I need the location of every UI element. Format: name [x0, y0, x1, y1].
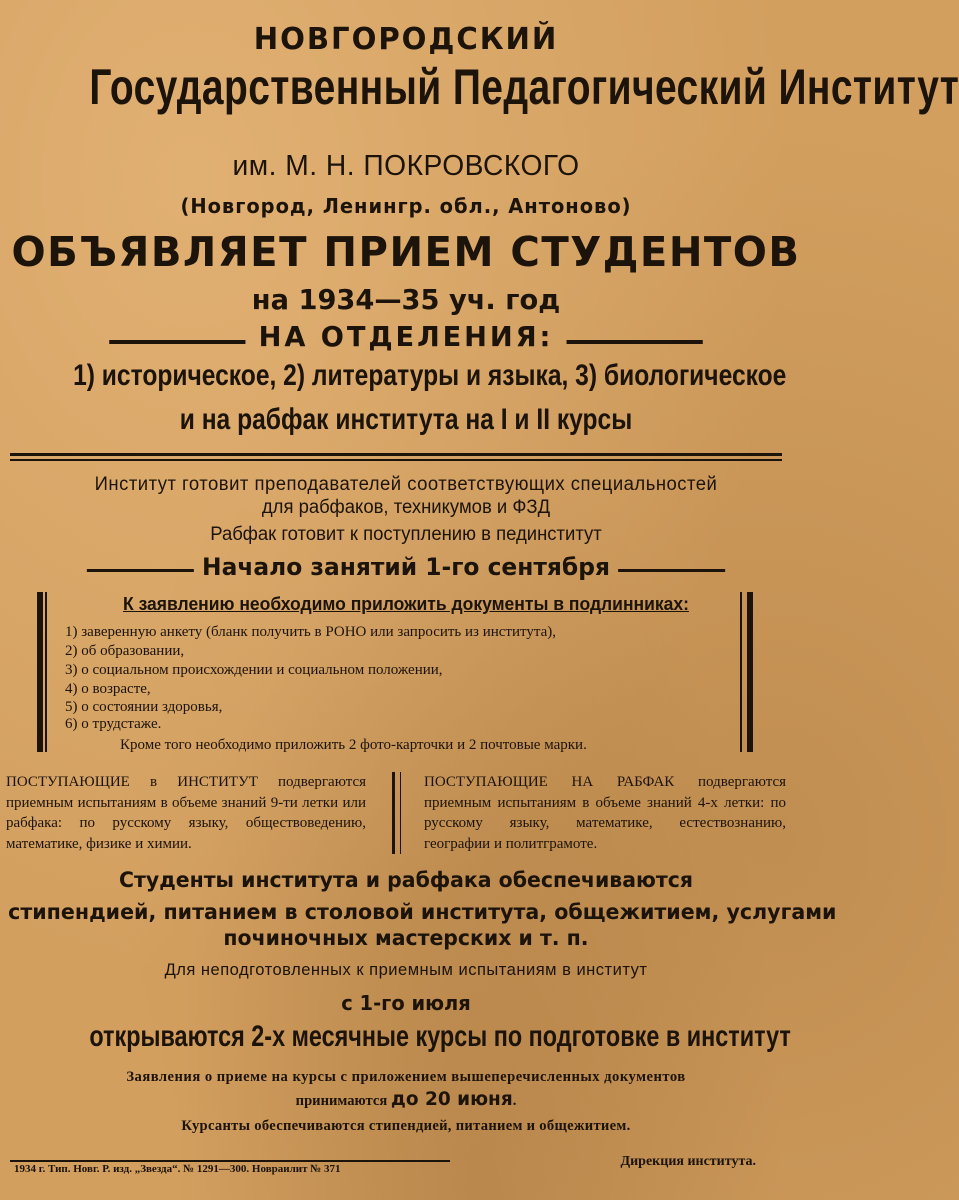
documents-extra: Кроме того необходимо приложить 2 фото-карточки и 2 почтовые марки.: [120, 737, 587, 753]
decorative-line-right: [567, 340, 703, 344]
institute-title: Государственный Педагогический Институт: [89, 59, 959, 115]
divider-rule: [10, 453, 782, 456]
document-item: 2) об образовании,: [65, 643, 185, 659]
mission-line-1: Институт готовит преподавателей соответствующих специальностей: [94, 474, 718, 495]
frame-bar-right-thin: [740, 592, 742, 752]
benefits-line-1: Студенты института и рабфака обеспечиваются: [119, 868, 693, 892]
academic-year: на 1934—35 уч. год: [251, 283, 561, 316]
departments-list-line-1: 1) историческое, 2) литературы и языка, 3) биологическое: [73, 359, 787, 392]
cadets-line: Курсанты обеспечиваются стипендией, питанием и общежитием.: [181, 1118, 631, 1134]
column-divider: [392, 772, 395, 854]
courses-start-date: с 1-го июля: [341, 991, 471, 1015]
applications-line-1: Заявления о приеме на курсы с приложением вышеперечисленных документов: [126, 1069, 686, 1085]
frame-bar-left-thin: [45, 592, 47, 752]
decorative-line-left: [87, 569, 194, 572]
city-heading: НОВГОРОДСКИЙ: [253, 22, 559, 57]
named-after: им. М. Н. ПОКРОВСКОГО: [232, 150, 580, 182]
applications-deadline: до 20 июня: [390, 1088, 513, 1110]
unprepared-line: Для неподготовленных к приемным испытаниям в институт: [164, 960, 648, 979]
footer-rule: [10, 1160, 450, 1162]
signature: Дирекция института.: [620, 1154, 756, 1169]
frame-bar-right: [747, 592, 753, 752]
document-item: 3) о социальном происхождении и социальном положении,: [65, 662, 443, 678]
courses-headline: открываются 2-х месячные курсы по подготовке в институт: [89, 1020, 791, 1053]
decorative-line-right: [618, 569, 725, 572]
mission-line-2: для рабфаков, техникумов и ФЗД: [261, 497, 551, 518]
applications-line-2: [11, 1088, 801, 1110]
applications-suffix: .: [512, 1093, 517, 1109]
decorative-line-left: [109, 340, 245, 344]
start-date: Начало занятий 1-го сентября: [202, 553, 610, 581]
start-date-row: [11, 553, 801, 581]
benefits-line-3: починочных мастерских и т. п.: [223, 926, 589, 950]
institute-exams: ПОСТУПАЮЩИЕ в ИНСТИТУТ подвергаются приемным испытаниям в объеме знаний 9-ти летки или рабфака: по русскому языку, обществоведению, математике, физике и химии.: [6, 774, 366, 852]
document-item: 5) о состоянии здоровья,: [65, 699, 223, 715]
announcement-heading: ОБЪЯВЛЯЕТ ПРИЕМ СТУДЕНТОВ: [11, 228, 801, 276]
applications-prefix: принимаются: [295, 1093, 388, 1109]
location: (Новгород, Ленингр. обл., Антоново): [180, 194, 632, 218]
divider-rule-thin: [10, 459, 782, 461]
document-item: 4) о возрасте,: [65, 681, 151, 697]
rabfak-exams: ПОСТУПАЮЩИЕ НА РАБФАК подвергаются приемным испытаниям в объеме знаний 4-х летки: по русскому языку, математике, естествознанию, географии и политграмоте.: [424, 774, 786, 852]
column-divider-thin: [400, 772, 401, 854]
departments-list-line-2: и на рабфак института на I и II курсы: [179, 403, 633, 436]
documents-title: К заявлению необходимо приложить документы в подлинниках:: [123, 594, 689, 614]
benefits-line-2: стипендией, питанием в столовой института, общежитием, услугами: [8, 900, 837, 924]
document-item: 1) заверенную анкету (бланк получить в РОНО или запросить из института),: [65, 624, 557, 640]
printer-imprint: 1934 г. Тип. Новг. Р. изд. „Звезда“. № 1291—300. Новраилит № 371: [14, 1163, 341, 1175]
frame-bar-left: [37, 592, 43, 752]
departments-heading-row: [11, 320, 801, 356]
document-item: 6) о трудстаже.: [65, 716, 162, 732]
rabfak-line: Рабфак готовит к поступлению в пединститут: [210, 524, 602, 545]
departments-heading: НА ОТДЕЛЕНИЯ:: [258, 320, 554, 353]
